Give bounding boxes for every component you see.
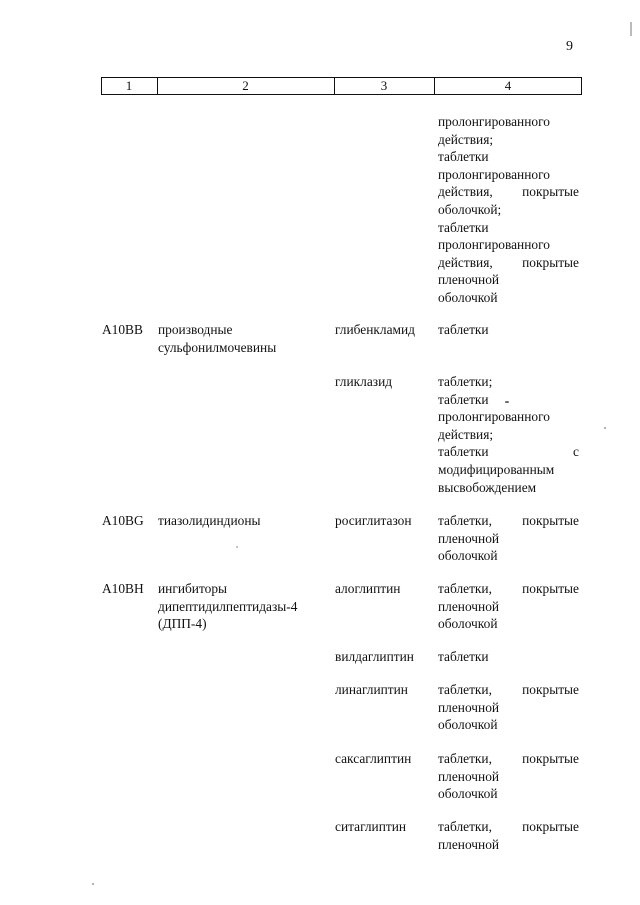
atc-group-name: производные сульфонилмочевины bbox=[158, 322, 277, 355]
continuation-forms bbox=[438, 113, 579, 307]
scan-speck bbox=[92, 883, 94, 885]
atc-group-name: тиазолидиндионы bbox=[158, 513, 261, 528]
drug-name: саксаглиптин bbox=[335, 751, 412, 766]
form-line: пролонгированного bbox=[438, 237, 550, 253]
dosage-forms: таблетки, покрытые пленочной оболочкой bbox=[438, 682, 579, 733]
form-line: пролонгированного bbox=[438, 166, 550, 182]
scan-speck bbox=[630, 22, 632, 36]
form-line: таблетки bbox=[438, 219, 489, 235]
form-line: действия, покрытые bbox=[438, 184, 579, 200]
scan-speck bbox=[505, 401, 509, 403]
dosage-forms: таблетки, покрытые пленочной оболочкой bbox=[438, 751, 579, 802]
drug-name: алоглиптин bbox=[335, 581, 401, 596]
drug-name: гликлазид bbox=[335, 374, 393, 389]
form-line: таблетки bbox=[438, 149, 489, 165]
form-line: оболочкой; bbox=[438, 201, 502, 217]
header-col-3: 3 bbox=[380, 78, 388, 93]
scan-speck bbox=[604, 427, 606, 429]
header-col-1: 1 bbox=[125, 78, 133, 93]
atc-code: А10ВН bbox=[102, 581, 144, 596]
atc-code: А10ВВ bbox=[102, 322, 143, 337]
form-line: пленочной bbox=[438, 272, 500, 288]
table-header-row bbox=[101, 77, 582, 95]
drug-name: глибенкламид bbox=[335, 322, 415, 337]
form-line: действия; bbox=[438, 131, 494, 147]
header-col-2: 2 bbox=[242, 78, 249, 93]
dosage-forms: таблетки bbox=[438, 322, 489, 337]
form-line: оболочкой bbox=[438, 289, 498, 305]
dosage-forms: таблетки, покрытые пленочной оболочкой bbox=[438, 513, 579, 564]
dosage-forms: таблетки; таблетки пролонгированного действия; таблетки с модифицированным высвобождением bbox=[438, 374, 579, 495]
atc-group-name: ингибиторы дипептидилпептидазы-4 (ДПП-4) bbox=[158, 581, 298, 632]
form-line: пролонгированного bbox=[438, 114, 550, 129]
atc-code: А10ВG bbox=[102, 513, 144, 528]
drug-name: вилдаглиптин bbox=[335, 649, 414, 664]
page-number: 9 bbox=[566, 39, 573, 54]
header-col-4: 4 bbox=[504, 78, 512, 93]
dosage-forms: таблетки, покрытые пленочной bbox=[438, 819, 579, 852]
scan-speck bbox=[236, 546, 238, 548]
drug-name: росиглитазон bbox=[335, 513, 412, 528]
form-line: действия, покрытые bbox=[438, 254, 579, 270]
drug-name: линаглиптин bbox=[335, 682, 408, 697]
dosage-forms: таблетки, покрытые пленочной оболочкой bbox=[438, 581, 579, 632]
drug-name: ситаглиптин bbox=[335, 819, 407, 834]
dosage-forms: таблетки bbox=[438, 649, 489, 664]
